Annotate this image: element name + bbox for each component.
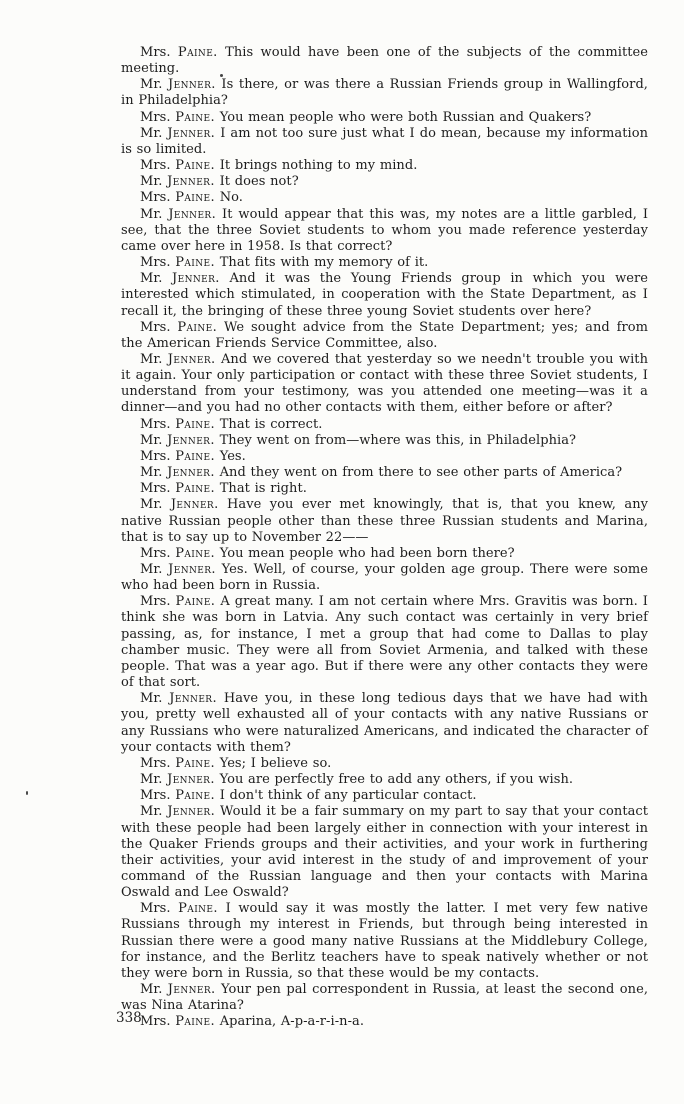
speech-text: We sought advice from the State Department; yes; and from the American Friends Service Committee, also. bbox=[121, 319, 649, 351]
transcript-paragraph bbox=[121, 433, 648, 449]
speaker-surname: Jenner. bbox=[167, 982, 216, 998]
speaker-name bbox=[140, 497, 219, 512]
speaker-prefix: Mrs. bbox=[140, 255, 171, 271]
speaker-name bbox=[140, 449, 215, 464]
speaker-surname: Jenner. bbox=[168, 562, 216, 577]
speech-text: I am not too sure just what I do mean, because my information is so limited. bbox=[121, 125, 649, 157]
page-number: 338 bbox=[116, 1010, 142, 1026]
speaker-name bbox=[140, 126, 215, 141]
speech-text: Your pen pal correspondent in Russia, at least the second one, was Nina Atarina? bbox=[121, 982, 648, 1014]
speaker-name bbox=[140, 562, 216, 577]
speaker-surname: Paine. bbox=[175, 545, 215, 561]
speech-text: Would it be a fair summary on my part to say that your contact with these people had been largely either in connection with your interest in the Quaker Friends groups and their activities, and your work in furthering their activities, your avid interest in the study of and improvement of your command of the Russian language and then your contacts with Marina Oswald and Lee Oswald? bbox=[121, 804, 649, 901]
speaker-prefix: Mrs. bbox=[140, 901, 171, 917]
speaker-name bbox=[140, 756, 215, 771]
speaker-name bbox=[140, 190, 215, 205]
speaker-surname: Paine. bbox=[175, 481, 215, 497]
speaker-name bbox=[140, 417, 215, 432]
speaker-prefix: Mr. bbox=[140, 691, 163, 707]
speech-text: I would say it was mostly the latter. I met very few native Russians through my interest in Friends, but through being interested in Russian there were a good many native Russians at the Middlebury College, for instance, and the Berlitz teachers have to speak natively whether or not they were born in Russia, so that these would be my contacts. bbox=[121, 901, 648, 981]
speech-text: You mean people who were both Russian and Quakers? bbox=[219, 109, 592, 125]
speaker-prefix: Mrs. bbox=[140, 45, 171, 60]
speaker-name bbox=[140, 465, 215, 480]
speaker-name bbox=[140, 546, 215, 561]
speaker-prefix: Mrs. bbox=[140, 545, 171, 561]
speaker-surname: Jenner. bbox=[167, 125, 216, 141]
scan-speck bbox=[220, 74, 223, 77]
speech-text: It does not? bbox=[219, 174, 299, 190]
speaker-surname: Paine. bbox=[178, 901, 218, 917]
speaker-prefix: Mrs. bbox=[140, 788, 171, 804]
speaker-surname: Jenner. bbox=[167, 174, 215, 190]
transcript-paragraph bbox=[121, 562, 648, 594]
speaker-name bbox=[140, 901, 218, 916]
speech-text: Aparina, A-p-a-r-i-n-a. bbox=[219, 1014, 365, 1030]
speaker-surname: Jenner. bbox=[169, 691, 218, 707]
speaker-name bbox=[140, 255, 215, 270]
speaker-surname: Paine. bbox=[175, 109, 215, 125]
transcript-text-block bbox=[121, 45, 648, 1031]
speaker-surname: Paine. bbox=[175, 788, 215, 804]
transcript-paragraph bbox=[121, 691, 648, 756]
speaker-surname: Jenner. bbox=[167, 351, 216, 367]
speaker-surname: Paine. bbox=[175, 416, 215, 432]
speaker-surname: Paine. bbox=[177, 319, 218, 335]
speech-text: Yes; I believe so. bbox=[219, 755, 332, 771]
speaker-prefix: Mr. bbox=[140, 77, 163, 93]
speaker-prefix: Mr. bbox=[140, 497, 163, 513]
speech-text: Is there, or was there a Russian Friends group in Wallingford, in Philadelphia? bbox=[121, 77, 648, 109]
speaker-prefix: Mrs. bbox=[140, 190, 171, 206]
transcript-paragraph bbox=[121, 77, 648, 109]
transcript-paragraph bbox=[121, 174, 648, 190]
speaker-surname: Paine. bbox=[175, 755, 215, 771]
speaker-name bbox=[140, 110, 215, 125]
speaker-surname: Paine. bbox=[175, 158, 215, 174]
speaker-prefix: Mrs. bbox=[140, 1014, 171, 1030]
transcript-paragraph bbox=[121, 788, 648, 804]
transcript-paragraph bbox=[121, 1014, 648, 1030]
transcript-paragraph bbox=[121, 449, 648, 465]
speaker-name bbox=[140, 271, 220, 286]
speech-text: You mean people who had been born there? bbox=[219, 545, 515, 561]
speaker-prefix: Mrs. bbox=[140, 448, 171, 464]
speech-text: That is correct. bbox=[219, 416, 323, 432]
speaker-prefix: Mr. bbox=[140, 351, 163, 367]
transcript-paragraph bbox=[121, 772, 648, 788]
speaker-surname: Jenner. bbox=[168, 206, 217, 222]
speaker-name bbox=[140, 691, 217, 706]
speaker-name bbox=[140, 594, 215, 609]
speaker-name bbox=[140, 320, 217, 335]
transcript-paragraph bbox=[121, 546, 648, 562]
speech-text: That is right. bbox=[219, 481, 307, 497]
speaker-surname: Jenner. bbox=[167, 804, 216, 820]
speaker-surname: Paine. bbox=[175, 1014, 215, 1030]
speaker-prefix: Mr. bbox=[140, 465, 163, 481]
transcript-paragraph bbox=[121, 320, 648, 352]
speech-text: Have you, in these long tedious days that we have had with you, pretty well exhausted all of your contacts with any native Russians or any Russians who were naturalized Americans, and indicated the character of your contacts with them? bbox=[121, 691, 648, 755]
speech-text: This would have been one of the subjects of the committee meeting. bbox=[121, 45, 648, 77]
speech-text: They went on from—where was this, in Philadelphia? bbox=[219, 432, 577, 448]
transcript-paragraph bbox=[121, 804, 648, 901]
speaker-prefix: Mr. bbox=[140, 804, 163, 820]
speech-text: Yes. Well, of course, your golden age group. There were some who had been born in Russia. bbox=[121, 562, 648, 594]
speech-text: Yes. bbox=[219, 448, 246, 464]
transcript-paragraph bbox=[121, 352, 648, 417]
speaker-surname: Jenner. bbox=[172, 271, 220, 287]
transcript-paragraph bbox=[121, 481, 648, 497]
speaker-name bbox=[140, 1014, 215, 1029]
speaker-surname: Jenner. bbox=[170, 497, 219, 513]
speaker-prefix: Mr. bbox=[140, 174, 163, 190]
speaker-name bbox=[140, 352, 216, 367]
speaker-name bbox=[140, 982, 216, 997]
speaker-name bbox=[140, 158, 215, 173]
transcript-paragraph bbox=[121, 271, 648, 319]
transcript-paragraph bbox=[121, 901, 648, 982]
transcript-paragraph bbox=[121, 756, 648, 772]
speaker-prefix: Mrs. bbox=[140, 481, 171, 497]
speaker-surname: Paine. bbox=[175, 190, 215, 206]
speaker-name bbox=[140, 772, 215, 787]
speech-text: A great many. I am not certain where Mrs. Gravitis was born. I think she was born in Latvia. Any such contact was certainly in very brief passing, as, for instance, I met a group that had come to Dallas to play chamber music. They were all from Soviet Armenia, and talked with these people. That was a year ago. But if there were any other contacts they were of that sort. bbox=[121, 594, 648, 691]
speaker-surname: Paine. bbox=[177, 45, 218, 60]
transcript-paragraph bbox=[121, 207, 648, 255]
speaker-prefix: Mrs. bbox=[140, 416, 171, 432]
transcript-paragraph bbox=[121, 255, 648, 271]
speech-text: That fits with my memory of it. bbox=[219, 255, 429, 271]
speaker-surname: Paine. bbox=[175, 594, 216, 610]
transcript-paragraph bbox=[121, 594, 648, 691]
speaker-name bbox=[140, 788, 215, 803]
speaker-name bbox=[140, 481, 215, 496]
transcript-paragraph bbox=[121, 158, 648, 174]
transcript-paragraph bbox=[121, 110, 648, 126]
speaker-surname: Jenner. bbox=[168, 77, 216, 93]
speaker-prefix: Mrs. bbox=[140, 158, 171, 174]
speech-text: It brings nothing to my mind. bbox=[219, 158, 418, 174]
speech-text: No. bbox=[219, 190, 243, 206]
speaker-prefix: Mr. bbox=[140, 125, 163, 141]
speaker-name bbox=[140, 207, 216, 222]
speaker-prefix: Mr. bbox=[140, 562, 163, 577]
speech-text: You are perfectly free to add any others, if you wish. bbox=[219, 772, 574, 788]
transcript-paragraph bbox=[121, 126, 648, 158]
transcript-paragraph bbox=[121, 465, 648, 481]
speech-text: And it was the Young Friends group in which you were interested which stimulated, in cooperation with the State Department, as I recall it, the bringing of these three young Soviet students over here? bbox=[121, 271, 648, 319]
speaker-prefix: Mrs. bbox=[140, 319, 171, 335]
speaker-prefix: Mr. bbox=[140, 432, 163, 448]
transcript-paragraph bbox=[121, 497, 648, 545]
speaker-surname: Paine. bbox=[175, 448, 215, 464]
speaker-prefix: Mrs. bbox=[140, 109, 171, 125]
speech-text: And we covered that yesterday so we needn't trouble you with it again. Your only participation or contact with these three Soviet students, I understand from your testimony, was you attended one meeting—was it a dinner—and you had no other contacts with them, either before or after? bbox=[121, 351, 648, 416]
speech-text: I don't think of any particular contact. bbox=[219, 788, 477, 804]
speaker-name bbox=[140, 77, 216, 92]
speaker-surname: Paine. bbox=[175, 255, 215, 271]
speaker-prefix: Mr. bbox=[140, 982, 163, 998]
speaker-name bbox=[140, 433, 215, 448]
speaker-name bbox=[140, 174, 215, 189]
speaker-prefix: Mrs. bbox=[140, 594, 171, 610]
speech-text: And they went on from there to see other parts of America? bbox=[219, 465, 623, 481]
speaker-prefix: Mr. bbox=[140, 271, 163, 287]
scan-speck bbox=[26, 791, 28, 795]
speaker-prefix: Mr. bbox=[140, 772, 163, 788]
speech-text: It would appear that this was, my notes are a little garbled, I see, that the three Soviet students to whom you made reference yesterday came over here in 1958. Is that correct? bbox=[121, 206, 648, 254]
transcript-paragraph bbox=[121, 190, 648, 206]
speaker-prefix: Mrs. bbox=[140, 755, 171, 771]
speaker-prefix: Mr. bbox=[140, 206, 163, 222]
speech-text: Have you ever met knowingly, that is, that you knew, any native Russian people other than these three Russian students and Marina, that is to say up to November 22—— bbox=[121, 497, 649, 545]
transcript-paragraph bbox=[121, 417, 648, 433]
speaker-surname: Jenner. bbox=[167, 772, 215, 788]
speaker-surname: Jenner. bbox=[167, 432, 215, 448]
speaker-name bbox=[140, 45, 218, 60]
transcript-paragraph bbox=[121, 45, 648, 77]
speaker-name bbox=[140, 804, 215, 819]
speaker-surname: Jenner. bbox=[167, 465, 215, 481]
transcript-paragraph bbox=[121, 982, 648, 1014]
